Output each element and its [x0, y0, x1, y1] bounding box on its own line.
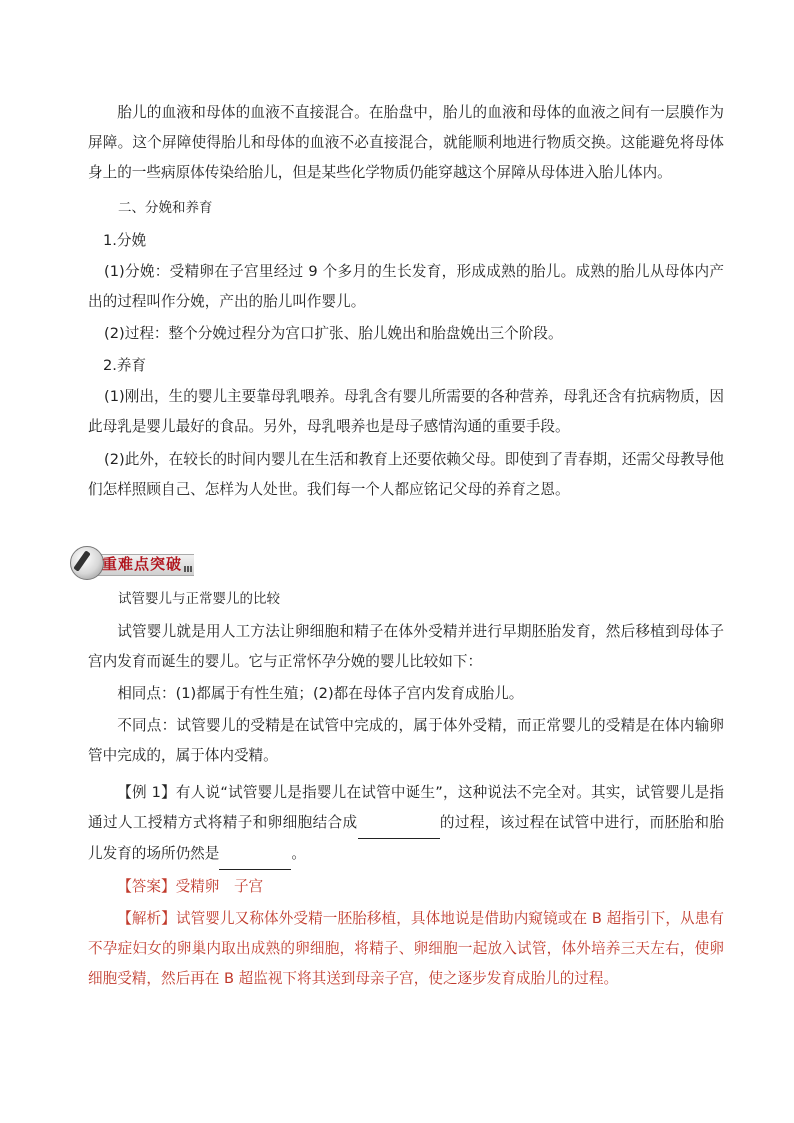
- ivf-intro: 试管婴儿就是用人工方法让卵细胞和精子在体外受精并进行早期胚胎发育，然后移植到母体子宫内发育而诞生的婴儿。它与正常怀孕分娩的婴儿比较如下：: [88, 623, 724, 670]
- analysis-text: 试管婴儿又称体外受精一胚胎移植，具体地说是借助内窥镜或在 B 超指引下，从患有不孕症妇女的卵巢内取出成熟的卵细胞，将精子、卵细胞一起放入试管，体外培养三天左右，使卵细胞受精，然后再在 B 超监视下将其送到母亲子宫，使之逐步发育成胎儿的过程。: [88, 910, 724, 987]
- example-text-3: 。: [291, 845, 306, 862]
- example-1: [88, 778, 724, 870]
- subheading-delivery: 1.分娩: [103, 232, 147, 249]
- example-text-2: 的过程，该过程在试管中进行，而胚胎和胎儿发育的场所仍然是: [88, 814, 724, 862]
- badge-label: 重难点突破: [102, 555, 183, 573]
- example-tag: 【例 1】: [117, 784, 176, 801]
- answer-blank-1: [358, 808, 440, 839]
- similarities: 相同点：(1)都属于有性生殖；(2)都在母体子宫内发育成胎儿。: [117, 685, 524, 702]
- answer-blank-2: [219, 839, 291, 870]
- subheading-nurture: 2.养育: [103, 357, 147, 374]
- answer-text: 受精卵 子宫: [175, 878, 264, 895]
- delivery-definition: (1)分娩：受精卵在子宫里经过 9 个多月的生长发育，形成成熟的胎儿。成熟的胎儿从母体内产出的过程叫作分娩，产出的胎儿叫作婴儿。: [88, 263, 724, 310]
- answer-tag: 【答案】: [117, 878, 176, 895]
- nurture-breastfeeding: (1)刚出，生的婴儿主要靠母乳喂养。母乳含有婴儿所需要的各种营养，母乳还含有抗病物质，因此母乳是婴儿最好的食品。另外，母乳喂养也是母子感情沟通的重要手段。: [88, 388, 724, 435]
- comparison-heading: 试管婴儿与正常婴儿的比较: [118, 591, 280, 607]
- placenta-paragraph: 胎儿的血液和母体的血液不直接混合。在胎盘中，胎儿的血液和母体的血液之间有一层膜作为屏障。这个屏障使得胎儿和母体的血液不必直接混合，就能顺利地进行物质交换。这能避免将母体身上的一些病原体传染给胎儿，但是某些化学物质仍能穿越这个屏障从母体进入胎儿体内。: [88, 104, 724, 181]
- badge-dots-icon: [184, 566, 192, 572]
- differences: 不同点：试管婴儿的受精是在试管中完成的，属于体外受精，而正常婴儿的受精是在体内输卵管中完成的，属于体内受精。: [88, 717, 724, 764]
- answer-line: [88, 872, 724, 902]
- delivery-process: (2)过程：整个分娩过程分为宫口扩张、胎儿娩出和胎盘娩出三个阶段。: [104, 325, 563, 342]
- analysis-tag: 【解析】: [117, 910, 176, 927]
- nurture-parents: (2)此外，在较长的时间内婴儿在生活和教育上还要依赖父母。即使到了青春期，还需父母教导他们怎样照顾自己、怎样为人处世。我们每一个人都应铭记父母的养育之恩。: [88, 451, 724, 498]
- example-text-1: 有人说“试管婴儿是指婴儿在试管中诞生”，这种说法不完全对。其实，试管婴儿是指通过人工授精方式将精子和卵细胞结合成: [88, 784, 724, 831]
- section-heading-delivery: 二、分娩和养育: [118, 200, 213, 216]
- analysis-paragraph: [88, 904, 724, 994]
- key-points-badge: [68, 544, 198, 580]
